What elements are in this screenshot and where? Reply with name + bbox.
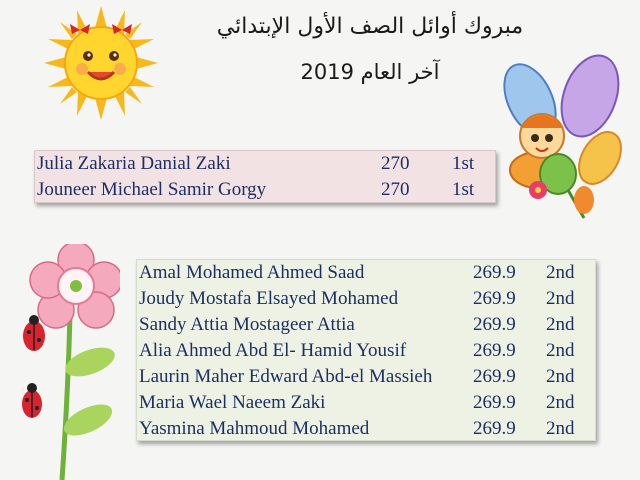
student-score: 269.9	[473, 340, 516, 361]
list-item	[137, 260, 595, 286]
student-name: Maria Wael Naeem Zaki	[139, 392, 326, 413]
list-item	[35, 177, 495, 203]
student-rank: 2nd	[546, 418, 575, 439]
student-name: Amal Mohamed Ahmed Saad	[139, 262, 365, 283]
student-score: 269.9	[473, 262, 516, 283]
list-item	[137, 364, 595, 390]
student-name: Yasmina Mahmoud Mohamed	[139, 418, 370, 439]
student-rank: 2nd	[546, 314, 575, 335]
student-rank: 2nd	[546, 262, 575, 283]
sun-icon	[44, 6, 158, 120]
student-score: 269.9	[473, 418, 516, 439]
student-name: Laurin Maher Edward Abd-el Massieh	[139, 366, 433, 387]
list-item	[137, 312, 595, 338]
page-title: مبروك أوائل الصف الأول الإبتدائي	[216, 14, 524, 39]
ladybug-icon	[22, 315, 45, 418]
student-rank: 2nd	[546, 340, 575, 361]
student-score: 270	[381, 153, 410, 174]
flower-icon	[10, 244, 120, 480]
student-name: Julia Zakaria Danial Zaki	[37, 153, 231, 174]
list-item	[137, 390, 595, 416]
first-place-list	[34, 150, 496, 203]
student-rank: 2nd	[546, 366, 575, 387]
list-item	[137, 338, 595, 364]
list-item	[137, 416, 595, 442]
student-name: Jouneer Michael Samir Gorgy	[37, 179, 267, 200]
second-place-list	[136, 259, 596, 441]
butterfly-fairy-icon	[498, 50, 624, 220]
student-rank: 2nd	[546, 392, 575, 413]
student-score: 270	[381, 179, 410, 200]
student-rank: 1st	[452, 153, 475, 174]
list-item	[35, 151, 495, 177]
student-rank: 2nd	[546, 288, 575, 309]
student-score: 269.9	[473, 392, 516, 413]
student-name: Joudy Mostafa Elsayed Mohamed	[139, 288, 399, 309]
student-score: 269.9	[473, 288, 516, 309]
list-item	[137, 286, 595, 312]
student-score: 269.9	[473, 314, 516, 335]
student-score: 269.9	[473, 366, 516, 387]
student-name: Alia Ahmed Abd El- Hamid Yousif	[139, 340, 407, 361]
student-rank: 1st	[452, 179, 475, 200]
page-subtitle: آخر العام 2019	[300, 60, 440, 84]
student-name: Sandy Attia Mostageer Attia	[139, 314, 355, 335]
